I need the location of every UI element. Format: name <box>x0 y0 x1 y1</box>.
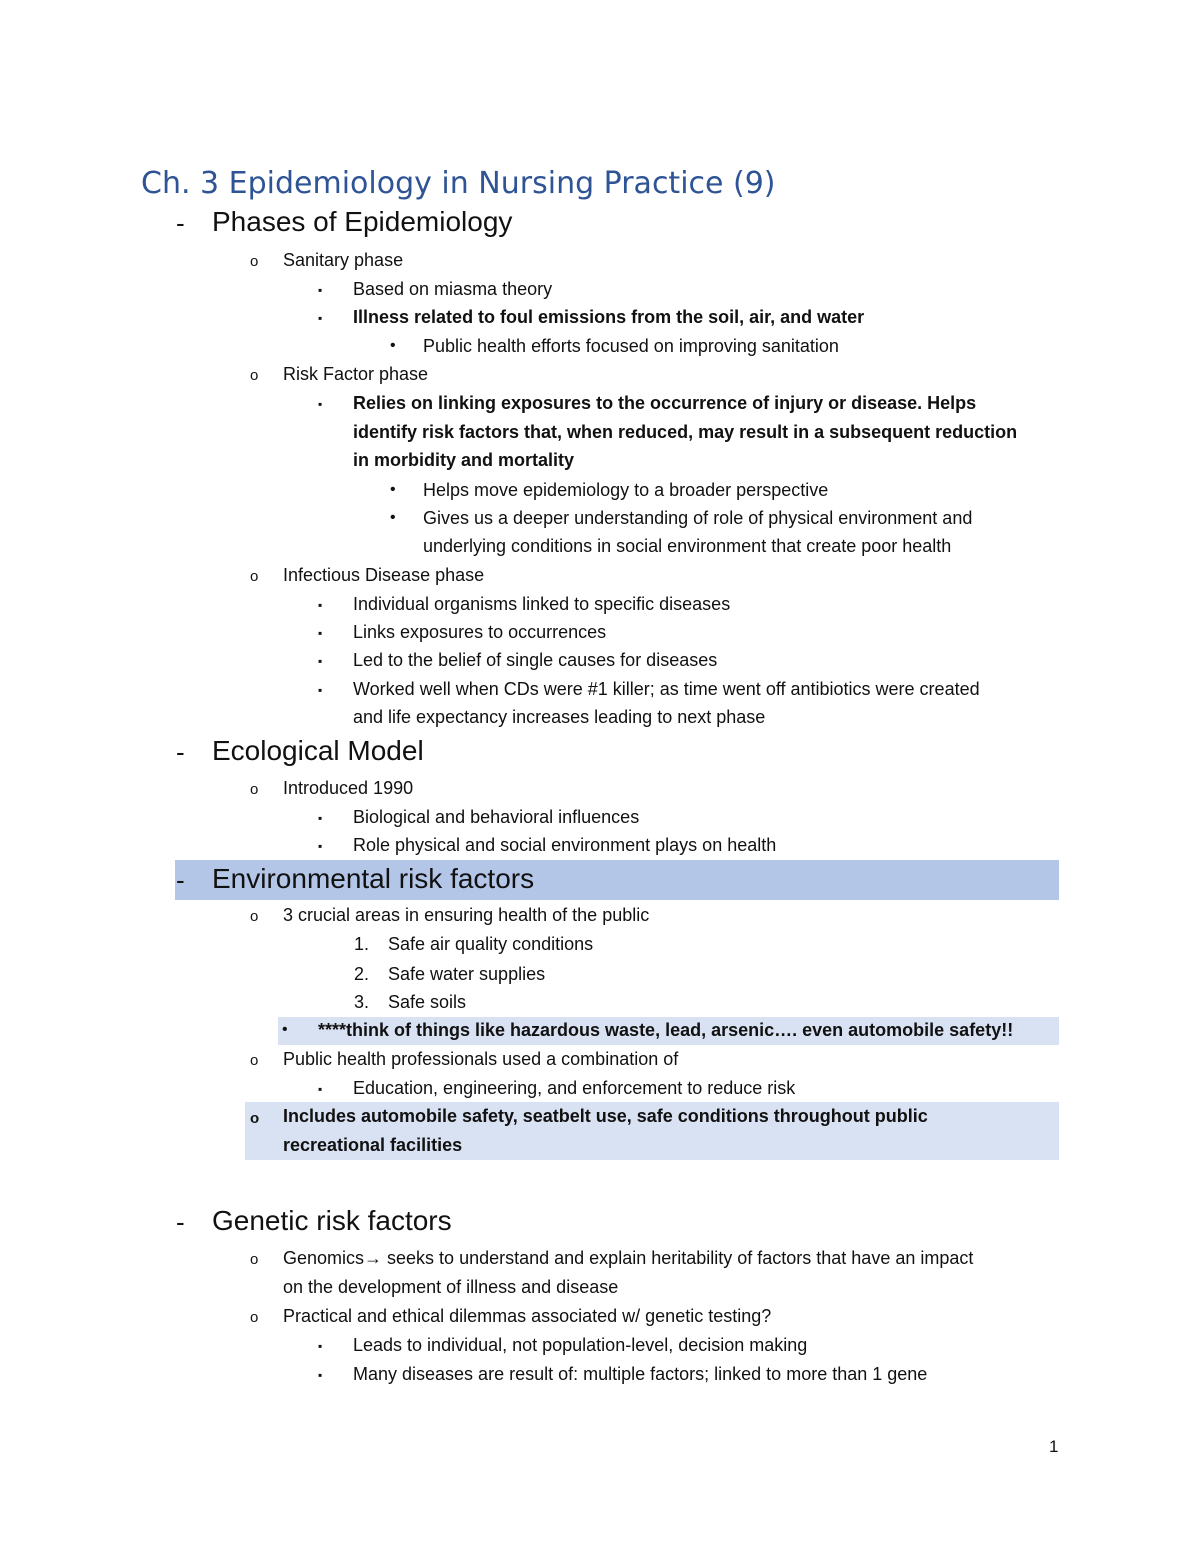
list-item: ****think of things like hazardous waste, lead, arsenic…. even automobile safety!! <box>318 1020 1014 1040</box>
list-item-continuation: in morbidity and mortality <box>353 450 575 470</box>
square-bullet: ▪ <box>318 311 323 325</box>
list-item: Practical and ethical dilemmas associated w/ genetic testing? <box>283 1306 772 1326</box>
list-item: Gives us a deeper understanding of role of physical environment and <box>423 508 973 528</box>
circle-bullet: o <box>250 568 259 585</box>
square-bullet: ▪ <box>318 811 323 825</box>
square-bullet: ▪ <box>318 683 323 697</box>
list-number: 2. <box>354 964 370 984</box>
circle-bullet: o <box>250 908 259 925</box>
square-bullet: ▪ <box>318 283 323 297</box>
circle-bullet: o <box>250 781 259 798</box>
page-number: 1 <box>1049 1437 1059 1456</box>
section-heading-ecological: Ecological Model <box>212 735 424 766</box>
square-bullet: ▪ <box>318 1339 323 1353</box>
dot-bullet: • <box>282 1021 288 1038</box>
list-item: Based on miasma theory <box>353 279 553 299</box>
square-bullet: ▪ <box>318 626 323 640</box>
list-item: Public health efforts focused on improving sanitation <box>423 336 839 356</box>
list-item: Role physical and social environment plays on health <box>353 835 777 855</box>
list-item: Individual organisms linked to specific diseases <box>353 594 731 614</box>
list-item: Sanitary phase <box>283 250 404 270</box>
list-item: Safe soils <box>388 992 467 1012</box>
list-item: Public health professionals used a combination of <box>283 1049 679 1069</box>
circle-bullet: o <box>250 1052 259 1069</box>
list-number: 3. <box>354 992 370 1012</box>
list-item: Education, engineering, and enforcement to reduce risk <box>353 1078 796 1098</box>
circle-bullet: o <box>250 253 259 270</box>
square-bullet: ▪ <box>318 598 323 612</box>
list-item: Worked well when CDs were #1 killer; as time went off antibiotics were created <box>353 679 980 699</box>
list-item: Safe water supplies <box>388 964 546 984</box>
list-item: Helps move epidemiology to a broader perspective <box>423 480 829 500</box>
dash-bullet: - <box>176 1207 185 1237</box>
section-heading-environmental: Environmental risk factors <box>212 863 535 894</box>
dash-bullet: - <box>176 737 185 767</box>
list-item-continuation: underlying conditions in social environment that create poor health <box>423 536 952 556</box>
circle-bullet: o <box>250 367 259 384</box>
list-item: Includes automobile safety, seatbelt use, safe conditions throughout public <box>283 1106 928 1126</box>
list-item: Links exposures to occurrences <box>353 622 607 642</box>
circle-bullet: o <box>250 1309 259 1326</box>
list-item: Genomics→ seeks to understand and explain heritability of factors that have an impact <box>283 1248 974 1268</box>
list-item: Introduced 1990 <box>283 778 414 798</box>
list-item: 3 crucial areas in ensuring health of the public <box>283 905 650 925</box>
section-heading-phases: Phases of Epidemiology <box>212 206 513 237</box>
list-item: Illness related to foul emissions from the soil, air, and water <box>353 307 865 327</box>
square-bullet: ▪ <box>318 1082 323 1096</box>
list-item: Led to the belief of single causes for diseases <box>353 650 718 670</box>
square-bullet: ▪ <box>318 654 323 668</box>
list-item: Safe air quality conditions <box>388 934 594 954</box>
list-number: 1. <box>354 934 370 954</box>
circle-bullet: o <box>250 1251 259 1268</box>
dot-bullet: • <box>390 481 396 498</box>
list-item-continuation: identify risk factors that, when reduced, may result in a subsequent reduction <box>353 422 1018 442</box>
dash-bullet: - <box>176 208 185 238</box>
section-heading-genetic: Genetic risk factors <box>212 1205 452 1236</box>
circle-bullet: o <box>250 1110 260 1127</box>
list-item: Risk Factor phase <box>283 364 429 384</box>
list-item-continuation: and life expectancy increases leading to next phase <box>353 707 766 727</box>
list-item: Many diseases are result of: multiple factors; linked to more than 1 gene <box>353 1364 928 1384</box>
dot-bullet: • <box>390 509 396 526</box>
square-bullet: ▪ <box>318 839 323 853</box>
square-bullet: ▪ <box>318 397 323 411</box>
list-item: Relies on linking exposures to the occurrence of injury or disease. Helps <box>353 393 977 413</box>
dot-bullet: • <box>390 337 396 354</box>
page-title: Ch. 3 Epidemiology in Nursing Practice (9) <box>141 166 776 201</box>
square-bullet: ▪ <box>318 1368 323 1382</box>
list-item: Infectious Disease phase <box>283 565 485 585</box>
dash-bullet: - <box>176 865 185 895</box>
list-item-continuation: on the development of illness and disease <box>283 1277 619 1297</box>
list-item: Biological and behavioral influences <box>353 807 640 827</box>
list-item: Leads to individual, not population-level, decision making <box>353 1335 808 1355</box>
list-item-continuation: recreational facilities <box>283 1135 463 1155</box>
